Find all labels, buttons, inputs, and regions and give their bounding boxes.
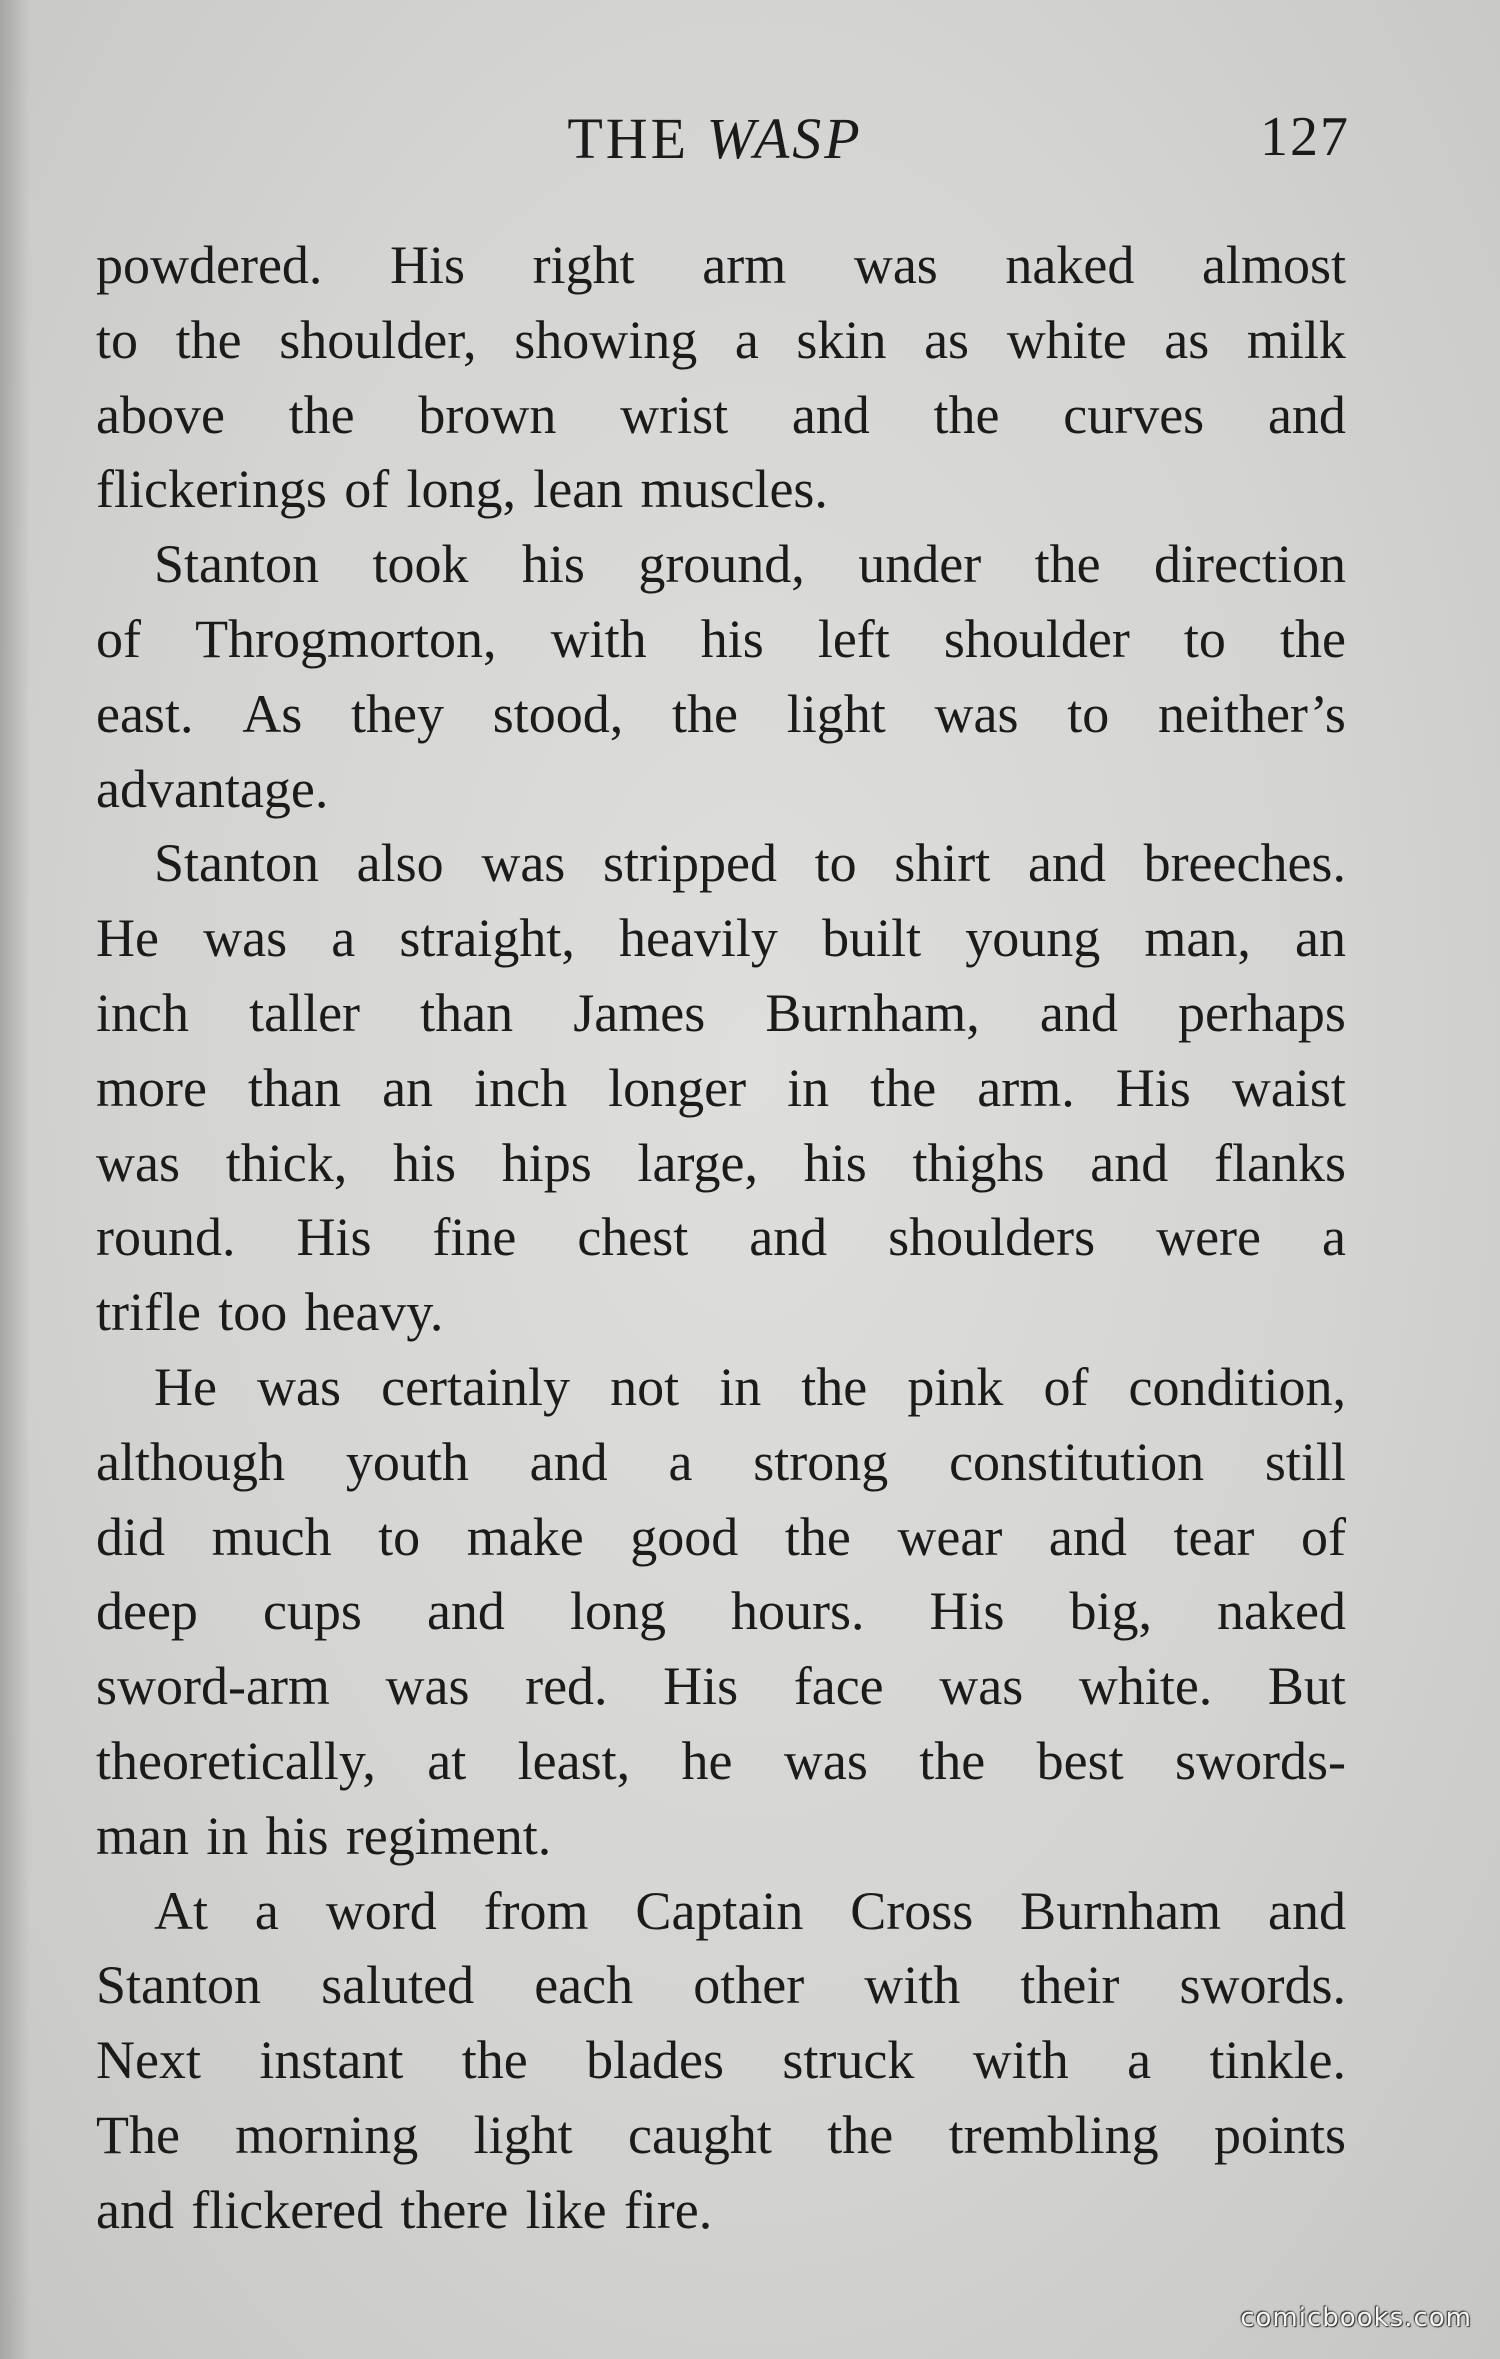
text-line: Next instant the blades struck with a tinkle. bbox=[96, 2030, 1346, 2091]
page-edge-shadow bbox=[0, 0, 30, 2359]
text-line: sword-arm was red. His face was white. But bbox=[96, 1656, 1346, 1717]
paragraph bbox=[96, 527, 1346, 826]
text-line: to the shoulder, showing a skin as white as milk bbox=[96, 309, 1346, 370]
text-line: flickerings of long, lean muscles. bbox=[96, 459, 828, 520]
text-line: and flickered there like fire. bbox=[96, 2179, 713, 2240]
text-line: although youth and a strong constitution still bbox=[96, 1431, 1346, 1492]
text-line: did much to make good the wear and tear of bbox=[96, 1506, 1346, 1567]
text-line: advantage. bbox=[96, 758, 329, 819]
text-line: The morning light caught the trembling points bbox=[96, 2104, 1346, 2165]
text-line: powdered. His right arm was naked almost bbox=[96, 235, 1346, 295]
text-line: trifle too heavy. bbox=[96, 1282, 444, 1343]
paragraph bbox=[96, 1350, 1346, 1874]
text-line: Stanton took his ground, under the direction bbox=[154, 534, 1346, 595]
text-line: round. His fine chest and shoulders were a bbox=[96, 1207, 1346, 1268]
text-line: He was certainly not in the pink of condition, bbox=[154, 1356, 1346, 1417]
paragraph bbox=[96, 1874, 1346, 2248]
text-line: was thick, his hips large, his thighs and flanks bbox=[96, 1132, 1346, 1193]
body-text bbox=[96, 228, 1346, 2248]
text-line: of Throgmorton, with his left shoulder to the bbox=[96, 608, 1346, 669]
running-header bbox=[0, 105, 1500, 185]
text-line: Stanton saluted each other with their swords. bbox=[96, 1955, 1346, 2016]
title-italic: WASP bbox=[706, 106, 863, 171]
paragraph bbox=[96, 826, 1346, 1350]
text-line: deep cups and long hours. His big, naked bbox=[96, 1581, 1346, 1642]
running-title bbox=[0, 105, 1430, 172]
text-line: above the brown wrist and the curves and bbox=[96, 384, 1346, 445]
paragraph bbox=[96, 228, 1346, 527]
text-line: At a word from Captain Cross Burnham and bbox=[154, 1880, 1346, 1941]
title-prefix: THE bbox=[567, 106, 690, 171]
text-line: He was a straight, heavily built young man, an bbox=[96, 908, 1346, 969]
text-line: more than an inch longer in the arm. His waist bbox=[96, 1057, 1346, 1118]
text-line: inch taller than James Burnham, and perhaps bbox=[96, 982, 1346, 1043]
text-line: man in his regiment. bbox=[96, 1805, 552, 1866]
text-line: Stanton also was stripped to shirt and breeches. bbox=[154, 833, 1346, 894]
page-number: 127 bbox=[1260, 106, 1350, 168]
watermark: comicbooks.com bbox=[1240, 2303, 1472, 2333]
text-line: theoretically, at least, he was the best swords- bbox=[96, 1730, 1346, 1791]
text-line: east. As they stood, the light was to neither’s bbox=[96, 683, 1346, 744]
